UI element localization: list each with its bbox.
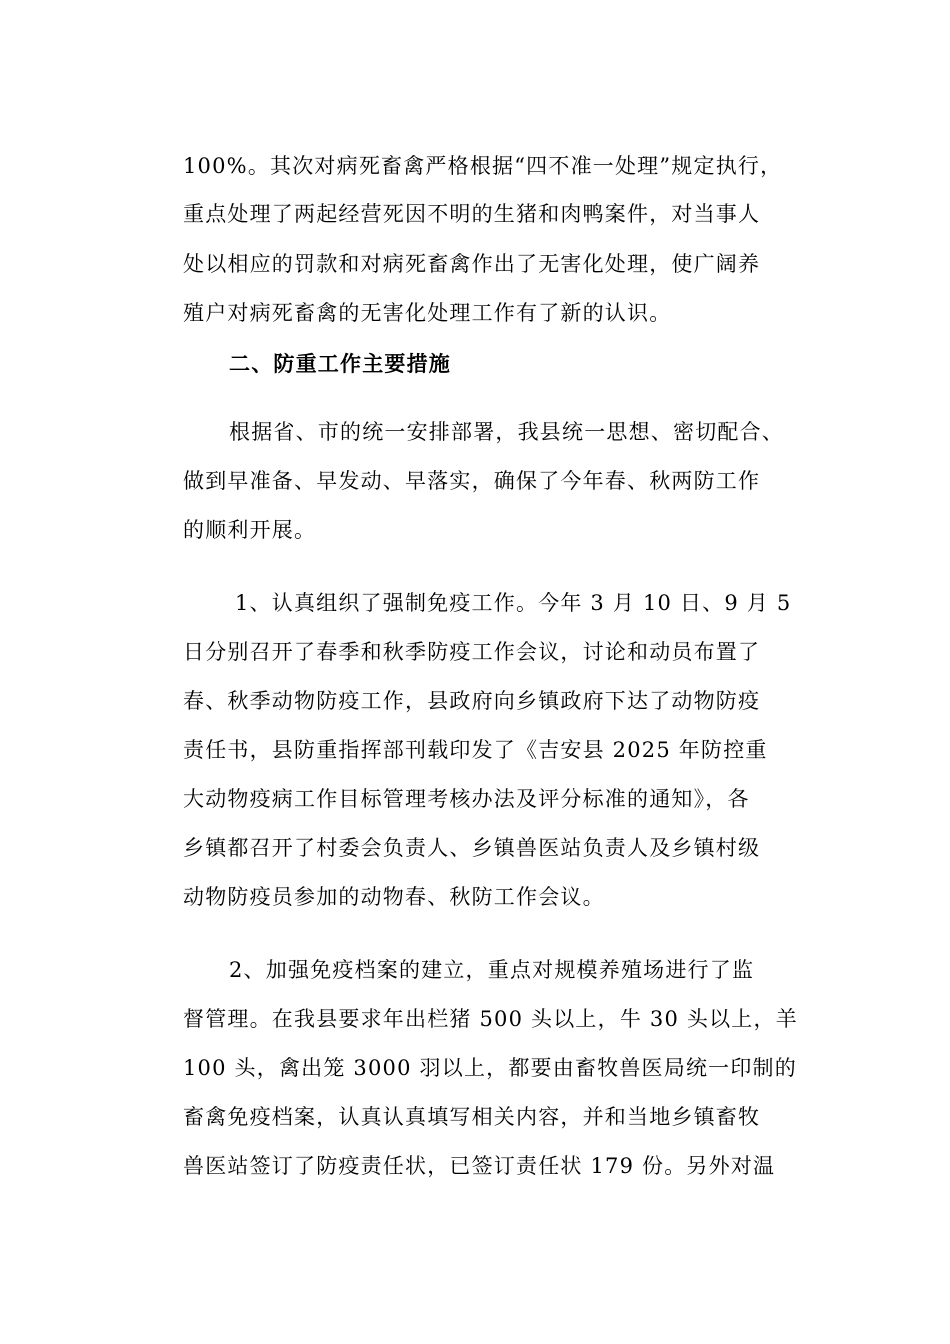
text-line: 1、认真组织了强制免疫工作。今年 3 月 10 日、9 月 5 <box>235 591 792 615</box>
text-line: 殖户对病死畜禽的无害化处理工作有了新的认识。 <box>183 301 672 325</box>
text-line: 做到早准备、早发动、早落实，确保了今年春、秋两防工作 <box>183 469 761 493</box>
text-line: 重点处理了两起经营死因不明的生猪和肉鸭案件，对当事人 <box>183 202 761 226</box>
text-line: 的顺利开展。 <box>183 518 317 542</box>
text-line: 日分别召开了春季和秋季防疫工作会议，讨论和动员布置了 <box>183 640 761 664</box>
text-line: 畜禽免疫档案，认真认真填写相关内容，并和当地乡镇畜牧 <box>183 1105 761 1129</box>
text-line: 兽医站签订了防疫责任状，已签订责任状 179 份。另外对温 <box>183 1154 776 1178</box>
text-line: 根据省、市的统一安排部署，我县统一思想、密切配合、 <box>229 420 784 444</box>
text-line: 动物防疫员参加的动物春、秋防工作会议。 <box>183 885 605 909</box>
text-line: 100%。其次对病死畜禽严格根据“四不准一处理”规定执行， <box>183 154 783 178</box>
text-line: 大动物疫病工作目标管理考核办法及评分标准的通知》，各 <box>183 787 750 811</box>
text-line: 100 头，禽出笼 3000 羽以上，都要由畜牧兽医局统一印制的 <box>183 1056 797 1080</box>
text-line: 2、加强免疫档案的建立，重点对规模养殖场进行了监 <box>229 958 755 982</box>
text-line: 春、秋季动物防疫工作，县政府向乡镇政府下达了动物防疫 <box>183 689 761 713</box>
text-line: 督管理。在我县要求年出栏猪 500 头以上，牛 30 头以上，羊 <box>183 1007 798 1031</box>
text-line: 处以相应的罚款和对病死畜禽作出了无害化处理，使广阔养 <box>183 252 761 276</box>
section-heading: 二、防重工作主要措施 <box>229 351 451 376</box>
text-line: 责任书，县防重指挥部刊载印发了《吉安县 2025 年防控重 <box>183 738 768 762</box>
text-line: 乡镇都召开了村委会负责人、乡镇兽医站负责人及乡镇村级 <box>183 836 761 860</box>
